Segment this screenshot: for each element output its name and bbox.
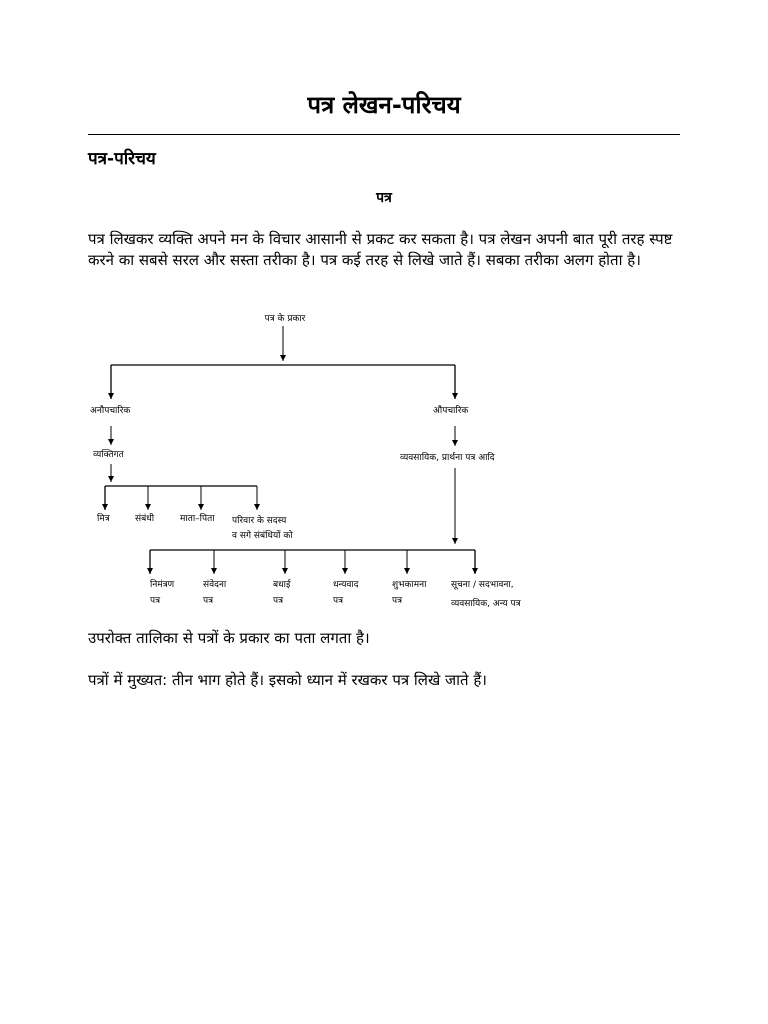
informal-label: अनौपचारिक xyxy=(90,406,131,416)
type-congratulation-label-2: पत्र xyxy=(273,596,284,606)
child-family-label-1: परिवार के सदस्य xyxy=(232,516,287,526)
type-notice-label-1: सूचना / सदभावना, xyxy=(451,580,514,590)
type-notice-label-2: व्यवसायिक, अन्य पत्र xyxy=(451,599,521,609)
type-wishes-label-2: पत्र xyxy=(392,596,403,606)
type-wishes-label-1: शुभकामना xyxy=(392,580,427,590)
intro-paragraph: पत्र लिखकर व्यक्ति अपने मन के विचार आसानी से प्रकट कर सकता है। पत्र लेखन अपनी बात पूरी तरह स्पष्ट करने का सबसे सरल और सस्ता तरीका है। पत्र कई तरह से लिखे जाते हैं। सबका तरीका अलग होता है। xyxy=(88,230,673,269)
personal-label: व्यक्तिगत xyxy=(93,450,124,460)
diagram-root-label: पत्र के प्रकार xyxy=(264,314,306,324)
child-parents-label: माता–पिता xyxy=(180,514,215,524)
child-friend-label: मित्र xyxy=(97,514,110,524)
type-invitation-label-1: निमंत्रण xyxy=(150,580,175,590)
formal-label: औपचारिक xyxy=(433,406,469,416)
outro-paragraph-2: पत्रों में मुख्यत: तीन भाग होते हैं। इसको ध्यान में रखकर पत्र लिखे जाते हैं। xyxy=(88,671,487,689)
sub-heading: पत्र xyxy=(376,190,392,206)
letter-types-diagram xyxy=(0,300,768,620)
child-relative-label: संबंधी xyxy=(135,514,155,524)
business-label: व्यवसायिक, प्रार्थना पत्र आदि xyxy=(400,453,495,463)
title-divider xyxy=(88,134,680,135)
section-heading: पत्र-परिचय xyxy=(88,149,156,169)
page-title: पत्र लेखन-परिचय xyxy=(307,91,461,119)
type-condolence-label-2: पत्र xyxy=(203,596,214,606)
child-family-label-2: व सगे संबंधियों को xyxy=(232,531,293,541)
outro-paragraph-1: उपरोक्त तालिका से पत्रों के प्रकार का पता लगता है। xyxy=(88,629,370,647)
type-thanks-label-1: धन्यवाद xyxy=(333,580,359,590)
type-invitation-label-2: पत्र xyxy=(150,596,161,606)
type-congratulation-label-1: बधाई xyxy=(273,580,291,590)
type-condolence-label-1: संवेदना xyxy=(203,580,227,590)
type-thanks-label-2: पत्र xyxy=(333,596,344,606)
